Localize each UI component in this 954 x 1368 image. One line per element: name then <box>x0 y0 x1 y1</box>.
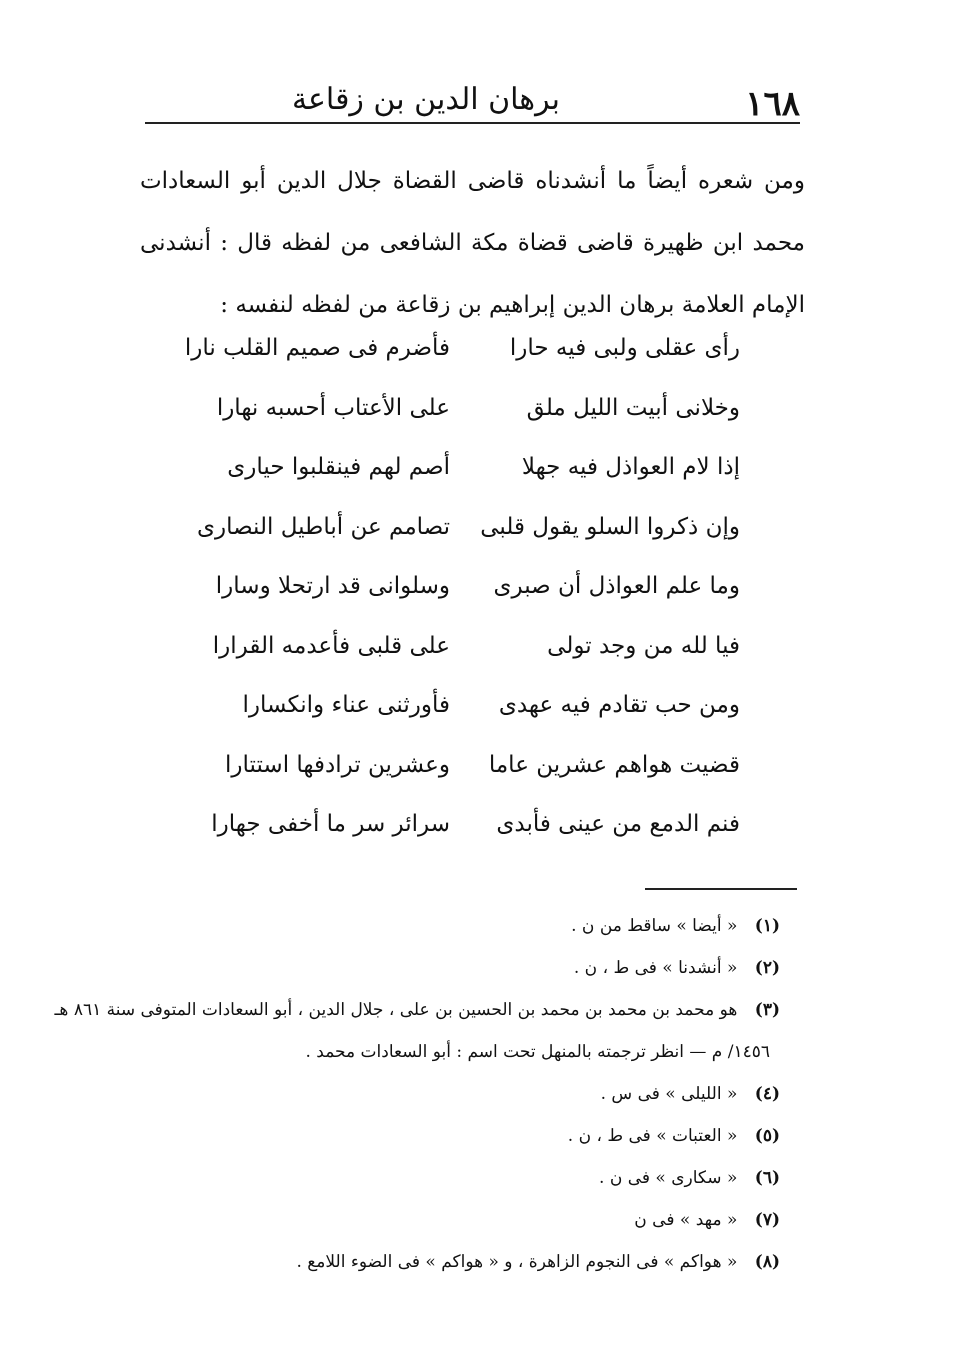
poem <box>184 335 740 871</box>
footnote <box>130 958 780 1000</box>
verse <box>195 514 740 574</box>
footnote-rule <box>645 888 797 890</box>
footnote-mark: (٣) <box>754 1000 780 1020</box>
verse <box>195 573 740 633</box>
verse-first-hemistich: وما علم العواذل أن صبرى <box>493 573 740 599</box>
header-rule <box>145 122 800 124</box>
verse <box>195 692 740 752</box>
footnote-mark: (٥) <box>754 1126 780 1146</box>
footnotes <box>54 916 780 1294</box>
footnote <box>54 1000 780 1042</box>
verse <box>195 752 740 812</box>
verse <box>184 335 740 395</box>
verse-second-hemistich: وسلوانى قد ارتحلا وسارا <box>215 573 450 599</box>
verse-first-hemistich: قضيت هواهم عشرين عاما <box>488 751 740 778</box>
verse-second-hemistich: تصامم عن أباطيل النصارى <box>196 513 450 540</box>
footnote-text: « الليلى » فى س . <box>600 1084 738 1104</box>
verse-first-hemistich: فيا لله من وجد تولى <box>547 632 740 659</box>
footnote <box>130 1252 780 1294</box>
footnote <box>130 1084 780 1126</box>
footnote-text: « سكارى » فى ن . <box>599 1168 738 1188</box>
running-title: برهان الدين بن زقاعة <box>291 82 560 117</box>
footnote-mark: (٢) <box>754 958 780 978</box>
verse-second-hemistich: سرائر سر ما أخفى جهارا <box>211 811 450 837</box>
verse-second-hemistich: وعشرين ترادفها استتارا <box>225 751 450 778</box>
verse <box>195 395 740 455</box>
footnote-text: ١٤٥٦/ م — انظر ترجمته بالمنهل تحت اسم : أبو السعادات محمد . <box>305 1042 770 1062</box>
footnote-mark: (٤) <box>754 1084 780 1104</box>
verse-first-hemistich: وخلانى أبيت الليل ملق <box>526 394 740 421</box>
footnote-text: « العتبات » فى ط ، ن . <box>567 1126 738 1146</box>
intro-paragraph <box>140 150 805 336</box>
verse-first-hemistich: رأى عقلى ولبى فيه حارا <box>509 335 740 361</box>
verse-first-hemistich: فنم الدمع من عينى فأبدى <box>496 811 740 837</box>
footnote <box>130 916 780 958</box>
verse-first-hemistich: وإن ذكروا السلو يقول قلبى <box>480 513 740 540</box>
footnote-text: « أيضا » ساقط من ن . <box>571 916 738 936</box>
footnote-mark: (٦) <box>754 1168 780 1188</box>
verse <box>195 454 740 514</box>
verse <box>195 633 740 693</box>
verse-second-hemistich: فأضرم فى صميم القلب نارا <box>184 335 450 361</box>
footnote <box>130 1126 780 1168</box>
verse-first-hemistich: ومن حب تقادم فيه عهدى <box>498 692 740 718</box>
verse-second-hemistich: على قلبى فأعدمه القرارا <box>212 632 450 659</box>
footnote-continuation <box>130 1042 780 1084</box>
footnote-mark: (٨) <box>754 1252 780 1272</box>
footnote-text: هو محمد بن محمد بن محمد بن الحسين بن على ، جلال الدين ، أبو السعادات المتوفى سنة ٨٦١ هـ <box>54 1000 738 1020</box>
intro-text: ومن شعره أيضاً ما أنشدناه قاضى القضاة جلال الدين أبو السعادات محمد ابن ظهيرة قاضى قضاة مكة الشافعى من لفظه قال : أنشدنى الإمام العلامة برهان الدين إبراهيم بن زقاعة من لفظه لنفسه : <box>140 168 805 318</box>
page-header <box>145 78 800 128</box>
verse-second-hemistich: أصم لهم فينقلبوا حيارى <box>227 454 450 480</box>
footnote-mark: (٧) <box>754 1210 780 1230</box>
verse-second-hemistich: على الأعتاب أحسبه نهارا <box>216 394 450 421</box>
verse-first-hemistich: إذا لام العواذل فيه جهلا <box>521 454 740 480</box>
footnote-mark: (١) <box>754 916 780 936</box>
footnote <box>130 1210 780 1252</box>
verse <box>195 811 740 871</box>
footnote-text: « مهد » فى ن <box>634 1210 738 1230</box>
footnote-text: « هواكم » فى النجوم الزاهرة ، و « هواكم » فى الضوء اللامع . <box>296 1252 738 1272</box>
footnote-text: « أنشدنا » فى ط ، ن . <box>573 958 738 978</box>
verse-second-hemistich: فأورثنى عناء وانكسارا <box>242 692 450 718</box>
page-number: ١٦٨ <box>745 84 800 124</box>
footnote <box>130 1168 780 1210</box>
